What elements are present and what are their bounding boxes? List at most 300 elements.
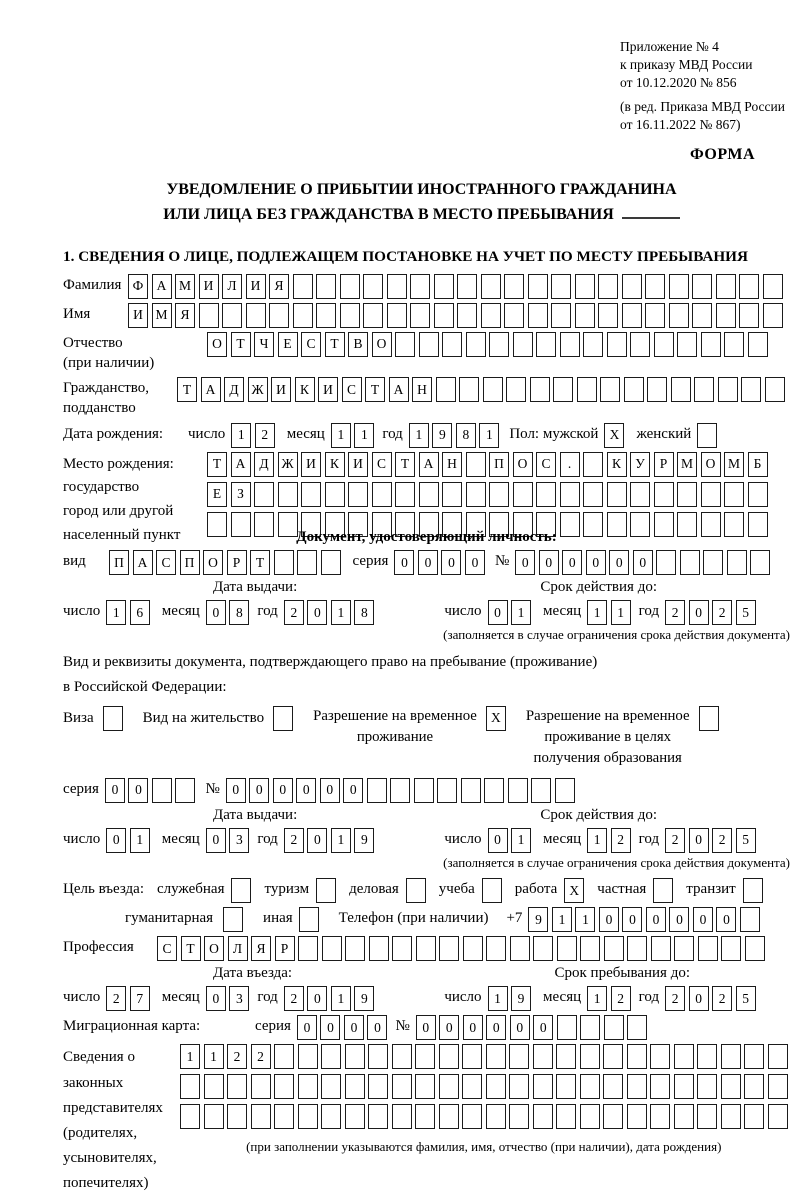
char-cell[interactable]	[299, 907, 319, 932]
char-cell[interactable]	[768, 1074, 788, 1099]
char-cell[interactable]	[251, 1074, 271, 1099]
char-cell[interactable]: 0	[646, 907, 666, 932]
char-cell[interactable]	[694, 377, 714, 402]
char-cell[interactable]: 1	[180, 1044, 200, 1069]
char-cell[interactable]	[367, 778, 387, 803]
char-cell[interactable]	[607, 332, 627, 357]
char-cell[interactable]	[368, 1104, 388, 1129]
char-cell[interactable]: 0	[562, 550, 582, 575]
char-cell[interactable]: 1	[511, 828, 531, 853]
char-cell[interactable]	[718, 377, 738, 402]
char-cell[interactable]: А	[201, 377, 221, 402]
char-cell[interactable]	[489, 482, 509, 507]
char-cell[interactable]: 1	[331, 423, 351, 448]
char-cell[interactable]: 1	[204, 1044, 224, 1069]
char-cell[interactable]	[199, 303, 219, 328]
char-cell[interactable]	[701, 332, 721, 357]
char-cell[interactable]	[227, 1074, 247, 1099]
char-cell[interactable]	[231, 512, 251, 537]
char-cell[interactable]	[677, 512, 697, 537]
char-cell[interactable]	[699, 706, 719, 731]
char-cell[interactable]: С	[536, 452, 556, 477]
char-cell[interactable]: 1	[331, 828, 351, 853]
char-cell[interactable]: 2	[611, 986, 631, 1011]
char-cell[interactable]	[269, 303, 289, 328]
char-cell[interactable]: 0	[226, 778, 246, 803]
char-cell[interactable]	[650, 1074, 670, 1099]
char-cell[interactable]: 0	[441, 550, 461, 575]
char-cell[interactable]	[701, 482, 721, 507]
char-cell[interactable]	[486, 1044, 506, 1069]
char-cell[interactable]	[439, 936, 459, 961]
char-cell[interactable]: 0	[465, 550, 485, 575]
char-cell[interactable]	[748, 482, 768, 507]
char-cell[interactable]: 0	[633, 550, 653, 575]
char-cell[interactable]	[416, 936, 436, 961]
char-cell[interactable]: 0	[488, 600, 508, 625]
char-cell[interactable]	[390, 778, 410, 803]
char-cell[interactable]	[650, 1104, 670, 1129]
char-cell[interactable]	[768, 1104, 788, 1129]
char-cell[interactable]: А	[419, 452, 439, 477]
char-cell[interactable]: Т	[325, 332, 345, 357]
char-cell[interactable]: 0	[296, 778, 316, 803]
char-cell[interactable]	[598, 274, 618, 299]
char-cell[interactable]	[506, 377, 526, 402]
char-cell[interactable]	[697, 423, 717, 448]
char-cell[interactable]	[575, 274, 595, 299]
char-cell[interactable]	[227, 1104, 247, 1129]
char-cell[interactable]: Ж	[248, 377, 268, 402]
char-cell[interactable]: 2	[712, 600, 732, 625]
char-cell[interactable]	[698, 936, 718, 961]
char-cell[interactable]: И	[301, 452, 321, 477]
char-cell[interactable]	[553, 377, 573, 402]
char-cell[interactable]: 2	[665, 828, 685, 853]
char-cell[interactable]: 9	[511, 986, 531, 1011]
char-cell[interactable]: Р	[654, 452, 674, 477]
char-cell[interactable]	[604, 936, 624, 961]
char-cell[interactable]: 5	[736, 986, 756, 1011]
char-cell[interactable]: 2	[665, 600, 685, 625]
char-cell[interactable]: 0	[486, 1015, 506, 1040]
char-cell[interactable]	[575, 303, 595, 328]
char-cell[interactable]	[392, 936, 412, 961]
char-cell[interactable]	[721, 1044, 741, 1069]
char-cell[interactable]	[395, 332, 415, 357]
char-cell[interactable]	[627, 1044, 647, 1069]
char-cell[interactable]	[434, 303, 454, 328]
char-cell[interactable]: 1	[587, 986, 607, 1011]
char-cell[interactable]	[509, 1044, 529, 1069]
char-cell[interactable]: X	[564, 878, 584, 903]
char-cell[interactable]: Т	[231, 332, 251, 357]
char-cell[interactable]	[580, 936, 600, 961]
char-cell[interactable]	[207, 512, 227, 537]
char-cell[interactable]	[508, 778, 528, 803]
char-cell[interactable]: 0	[297, 1015, 317, 1040]
char-cell[interactable]: 0	[609, 550, 629, 575]
char-cell[interactable]	[278, 512, 298, 537]
char-cell[interactable]	[298, 1044, 318, 1069]
char-cell[interactable]	[692, 303, 712, 328]
char-cell[interactable]	[345, 936, 365, 961]
char-cell[interactable]	[583, 482, 603, 507]
char-cell[interactable]: 0	[206, 828, 226, 853]
char-cell[interactable]: X	[604, 423, 624, 448]
char-cell[interactable]	[727, 550, 747, 575]
char-cell[interactable]	[325, 482, 345, 507]
char-cell[interactable]: Ф	[128, 274, 148, 299]
char-cell[interactable]	[622, 274, 642, 299]
char-cell[interactable]	[298, 1074, 318, 1099]
char-cell[interactable]	[372, 482, 392, 507]
char-cell[interactable]: К	[325, 452, 345, 477]
char-cell[interactable]	[650, 1044, 670, 1069]
char-cell[interactable]	[274, 550, 294, 575]
char-cell[interactable]: П	[489, 452, 509, 477]
char-cell[interactable]	[555, 778, 575, 803]
char-cell[interactable]	[442, 482, 462, 507]
char-cell[interactable]: 2	[284, 986, 304, 1011]
char-cell[interactable]	[536, 482, 556, 507]
char-cell[interactable]	[459, 377, 479, 402]
char-cell[interactable]: 8	[456, 423, 476, 448]
char-cell[interactable]: Я	[251, 936, 271, 961]
char-cell[interactable]: М	[152, 303, 172, 328]
char-cell[interactable]	[669, 303, 689, 328]
char-cell[interactable]	[603, 1104, 623, 1129]
char-cell[interactable]	[204, 1074, 224, 1099]
char-cell[interactable]	[580, 1104, 600, 1129]
char-cell[interactable]: И	[199, 274, 219, 299]
char-cell[interactable]: 1	[479, 423, 499, 448]
char-cell[interactable]	[395, 482, 415, 507]
char-cell[interactable]: И	[348, 452, 368, 477]
char-cell[interactable]: 0	[533, 1015, 553, 1040]
char-cell[interactable]: 7	[130, 986, 150, 1011]
char-cell[interactable]	[651, 936, 671, 961]
char-cell[interactable]	[768, 1044, 788, 1069]
char-cell[interactable]	[222, 303, 242, 328]
char-cell[interactable]: 6	[130, 600, 150, 625]
char-cell[interactable]	[721, 1074, 741, 1099]
char-cell[interactable]	[765, 377, 785, 402]
char-cell[interactable]	[298, 936, 318, 961]
char-cell[interactable]	[369, 936, 389, 961]
char-cell[interactable]	[630, 332, 650, 357]
char-cell[interactable]	[744, 1074, 764, 1099]
char-cell[interactable]	[551, 274, 571, 299]
char-cell[interactable]: 0	[128, 778, 148, 803]
char-cell[interactable]	[321, 550, 341, 575]
char-cell[interactable]	[387, 274, 407, 299]
char-cell[interactable]	[740, 907, 760, 932]
char-cell[interactable]: С	[157, 936, 177, 961]
char-cell[interactable]: 0	[599, 907, 619, 932]
char-cell[interactable]: О	[204, 936, 224, 961]
char-cell[interactable]: 0	[510, 1015, 530, 1040]
char-cell[interactable]	[533, 1074, 553, 1099]
char-cell[interactable]	[583, 332, 603, 357]
char-cell[interactable]: С	[301, 332, 321, 357]
char-cell[interactable]	[322, 936, 342, 961]
char-cell[interactable]: 0	[106, 828, 126, 853]
char-cell[interactable]: 1	[488, 986, 508, 1011]
char-cell[interactable]	[551, 303, 571, 328]
char-cell[interactable]: О	[372, 332, 392, 357]
char-cell[interactable]: 0	[206, 600, 226, 625]
char-cell[interactable]: 0	[463, 1015, 483, 1040]
char-cell[interactable]	[557, 1015, 577, 1040]
char-cell[interactable]	[697, 1074, 717, 1099]
char-cell[interactable]	[656, 550, 676, 575]
char-cell[interactable]	[484, 778, 504, 803]
char-cell[interactable]: С	[342, 377, 362, 402]
char-cell[interactable]	[461, 778, 481, 803]
char-cell[interactable]	[536, 332, 556, 357]
char-cell[interactable]: 1	[231, 423, 251, 448]
char-cell[interactable]	[739, 274, 759, 299]
char-cell[interactable]	[674, 1074, 694, 1099]
char-cell[interactable]	[442, 332, 462, 357]
char-cell[interactable]: 5	[736, 600, 756, 625]
char-cell[interactable]	[274, 1074, 294, 1099]
char-cell[interactable]	[457, 303, 477, 328]
char-cell[interactable]	[363, 303, 383, 328]
char-cell[interactable]	[175, 778, 195, 803]
char-cell[interactable]	[466, 482, 486, 507]
char-cell[interactable]	[392, 1044, 412, 1069]
char-cell[interactable]	[482, 878, 502, 903]
char-cell[interactable]	[560, 512, 580, 537]
char-cell[interactable]: 0	[418, 550, 438, 575]
char-cell[interactable]: Я	[269, 274, 289, 299]
char-cell[interactable]	[692, 274, 712, 299]
char-cell[interactable]	[345, 1044, 365, 1069]
char-cell[interactable]	[744, 1044, 764, 1069]
char-cell[interactable]	[645, 303, 665, 328]
char-cell[interactable]: 1	[106, 600, 126, 625]
char-cell[interactable]	[748, 512, 768, 537]
char-cell[interactable]	[509, 1074, 529, 1099]
char-cell[interactable]	[439, 1074, 459, 1099]
char-cell[interactable]	[748, 332, 768, 357]
char-cell[interactable]	[697, 1044, 717, 1069]
char-cell[interactable]	[560, 482, 580, 507]
char-cell[interactable]: 1	[331, 600, 351, 625]
char-cell[interactable]	[627, 1015, 647, 1040]
char-cell[interactable]: 2	[106, 986, 126, 1011]
char-cell[interactable]	[462, 1104, 482, 1129]
char-cell[interactable]	[223, 907, 243, 932]
char-cell[interactable]: 0	[320, 778, 340, 803]
char-cell[interactable]: 0	[416, 1015, 436, 1040]
char-cell[interactable]: К	[607, 452, 627, 477]
char-cell[interactable]: 2	[611, 828, 631, 853]
char-cell[interactable]: 1	[587, 600, 607, 625]
char-cell[interactable]: О	[513, 452, 533, 477]
char-cell[interactable]	[560, 332, 580, 357]
char-cell[interactable]	[533, 1044, 553, 1069]
char-cell[interactable]: К	[295, 377, 315, 402]
char-cell[interactable]	[463, 936, 483, 961]
char-cell[interactable]	[462, 1074, 482, 1099]
char-cell[interactable]	[677, 482, 697, 507]
char-cell[interactable]: Н	[412, 377, 432, 402]
char-cell[interactable]	[627, 936, 647, 961]
char-cell[interactable]: 0	[206, 986, 226, 1011]
char-cell[interactable]	[274, 1044, 294, 1069]
char-cell[interactable]: 0	[693, 907, 713, 932]
char-cell[interactable]: 0	[273, 778, 293, 803]
char-cell[interactable]	[231, 878, 251, 903]
char-cell[interactable]	[273, 706, 293, 731]
char-cell[interactable]: 1	[354, 423, 374, 448]
char-cell[interactable]	[486, 1104, 506, 1129]
char-cell[interactable]: Б	[748, 452, 768, 477]
char-cell[interactable]: 0	[622, 907, 642, 932]
char-cell[interactable]: И	[271, 377, 291, 402]
char-cell[interactable]	[406, 878, 426, 903]
char-cell[interactable]: Т	[177, 377, 197, 402]
char-cell[interactable]: Т	[181, 936, 201, 961]
char-cell[interactable]	[254, 482, 274, 507]
char-cell[interactable]: 3	[229, 828, 249, 853]
char-cell[interactable]: 1	[511, 600, 531, 625]
char-cell[interactable]: 2	[284, 828, 304, 853]
char-cell[interactable]	[654, 512, 674, 537]
char-cell[interactable]	[410, 274, 430, 299]
char-cell[interactable]	[600, 377, 620, 402]
char-cell[interactable]: Т	[207, 452, 227, 477]
char-cell[interactable]	[556, 1044, 576, 1069]
char-cell[interactable]: А	[231, 452, 251, 477]
title-blank-underline[interactable]	[622, 206, 680, 219]
char-cell[interactable]	[745, 936, 765, 961]
char-cell[interactable]: 0	[344, 1015, 364, 1040]
char-cell[interactable]: 1	[130, 828, 150, 853]
char-cell[interactable]	[580, 1074, 600, 1099]
char-cell[interactable]: 1	[587, 828, 607, 853]
char-cell[interactable]	[439, 1104, 459, 1129]
char-cell[interactable]	[680, 550, 700, 575]
char-cell[interactable]: 0	[307, 986, 327, 1011]
char-cell[interactable]: 0	[539, 550, 559, 575]
char-cell[interactable]	[437, 778, 457, 803]
char-cell[interactable]: И	[318, 377, 338, 402]
char-cell[interactable]	[316, 274, 336, 299]
char-cell[interactable]	[530, 377, 550, 402]
char-cell[interactable]	[348, 482, 368, 507]
char-cell[interactable]	[340, 303, 360, 328]
char-cell[interactable]	[674, 1044, 694, 1069]
char-cell[interactable]	[724, 512, 744, 537]
char-cell[interactable]	[533, 936, 553, 961]
char-cell[interactable]	[414, 778, 434, 803]
char-cell[interactable]: Р	[227, 550, 247, 575]
char-cell[interactable]	[630, 512, 650, 537]
char-cell[interactable]: Л	[228, 936, 248, 961]
char-cell[interactable]: О	[203, 550, 223, 575]
char-cell[interactable]	[721, 1104, 741, 1129]
char-cell[interactable]	[483, 377, 503, 402]
char-cell[interactable]: Т	[395, 452, 415, 477]
char-cell[interactable]: 1	[611, 600, 631, 625]
char-cell[interactable]: С	[372, 452, 392, 477]
char-cell[interactable]: 9	[432, 423, 452, 448]
char-cell[interactable]: 1	[409, 423, 429, 448]
char-cell[interactable]	[653, 878, 673, 903]
char-cell[interactable]: О	[207, 332, 227, 357]
char-cell[interactable]	[251, 1104, 271, 1129]
char-cell[interactable]	[504, 274, 524, 299]
char-cell[interactable]	[509, 1104, 529, 1129]
char-cell[interactable]: У	[630, 452, 650, 477]
char-cell[interactable]	[743, 878, 763, 903]
char-cell[interactable]	[340, 274, 360, 299]
char-cell[interactable]	[363, 274, 383, 299]
char-cell[interactable]: А	[152, 274, 172, 299]
char-cell[interactable]: 2	[712, 986, 732, 1011]
char-cell[interactable]	[627, 1074, 647, 1099]
char-cell[interactable]	[697, 1104, 717, 1129]
char-cell[interactable]: И	[128, 303, 148, 328]
char-cell[interactable]: 0	[716, 907, 736, 932]
char-cell[interactable]: 2	[251, 1044, 271, 1069]
char-cell[interactable]	[486, 1074, 506, 1099]
char-cell[interactable]	[583, 512, 603, 537]
char-cell[interactable]: Л	[222, 274, 242, 299]
char-cell[interactable]	[513, 332, 533, 357]
char-cell[interactable]	[510, 936, 530, 961]
char-cell[interactable]	[316, 878, 336, 903]
char-cell[interactable]	[439, 1044, 459, 1069]
char-cell[interactable]: И	[246, 274, 266, 299]
char-cell[interactable]	[462, 1044, 482, 1069]
char-cell[interactable]: 2	[227, 1044, 247, 1069]
char-cell[interactable]: 2	[255, 423, 275, 448]
char-cell[interactable]	[297, 550, 317, 575]
char-cell[interactable]: Д	[254, 452, 274, 477]
char-cell[interactable]: 5	[736, 828, 756, 853]
char-cell[interactable]	[598, 303, 618, 328]
char-cell[interactable]	[580, 1015, 600, 1040]
char-cell[interactable]	[763, 303, 783, 328]
char-cell[interactable]	[321, 1104, 341, 1129]
char-cell[interactable]	[204, 1104, 224, 1129]
char-cell[interactable]: Н	[442, 452, 462, 477]
char-cell[interactable]	[457, 274, 477, 299]
char-cell[interactable]	[716, 303, 736, 328]
char-cell[interactable]	[603, 1074, 623, 1099]
char-cell[interactable]: 1	[331, 986, 351, 1011]
char-cell[interactable]: В	[348, 332, 368, 357]
char-cell[interactable]: 0	[394, 550, 414, 575]
char-cell[interactable]	[180, 1074, 200, 1099]
char-cell[interactable]	[293, 274, 313, 299]
char-cell[interactable]: Д	[224, 377, 244, 402]
char-cell[interactable]	[274, 1104, 294, 1129]
char-cell[interactable]	[603, 1044, 623, 1069]
char-cell[interactable]: 0	[320, 1015, 340, 1040]
char-cell[interactable]	[321, 1044, 341, 1069]
char-cell[interactable]	[415, 1074, 435, 1099]
char-cell[interactable]: 3	[229, 986, 249, 1011]
char-cell[interactable]	[466, 332, 486, 357]
char-cell[interactable]: 0	[515, 550, 535, 575]
char-cell[interactable]	[481, 303, 501, 328]
